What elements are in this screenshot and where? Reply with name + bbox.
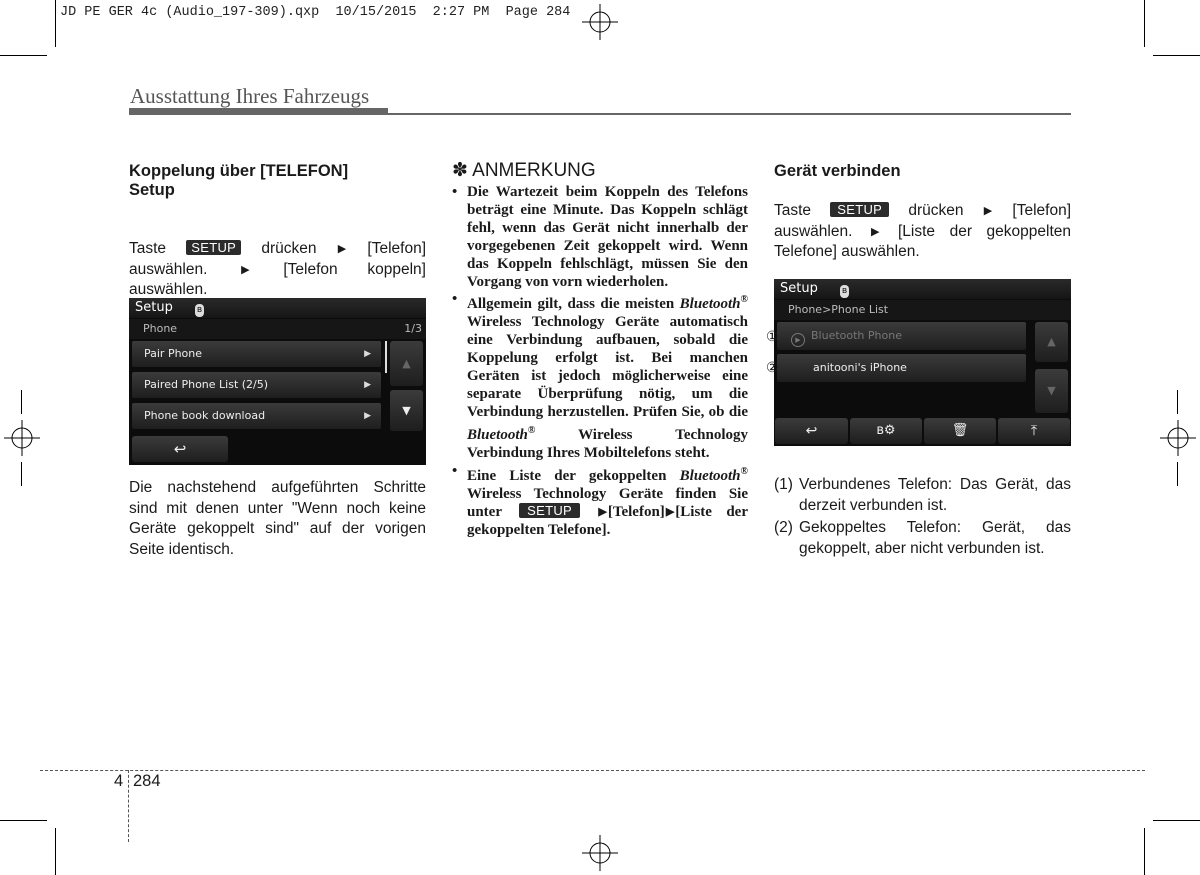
section-heading: Gerät verbinden bbox=[774, 162, 901, 180]
registered-mark: ® bbox=[740, 465, 748, 477]
callout-marker-1: ① bbox=[766, 328, 779, 344]
arrow-right-icon: ▶ bbox=[364, 380, 371, 390]
crop-mark bbox=[0, 55, 47, 56]
bluetooth-icon: ʙ bbox=[196, 305, 203, 315]
triangle-down-icon: ▼ bbox=[402, 404, 411, 417]
triangle-down-icon: ▼ bbox=[1047, 384, 1056, 397]
menu-item-label: Pair Phone bbox=[144, 347, 203, 360]
note-bullet-text bbox=[467, 291, 748, 462]
instruction-fragment: [Telefon] bbox=[1012, 202, 1072, 219]
crop-mark bbox=[1144, 828, 1145, 875]
arrow-right-icon: ▶ bbox=[364, 411, 371, 421]
instruction-fragment: auswählen. bbox=[129, 281, 208, 298]
crop-mark bbox=[21, 390, 22, 414]
legend-list bbox=[774, 475, 1071, 561]
back-arrow-icon: ↩ bbox=[173, 440, 187, 458]
screen-subtitle: Phone bbox=[143, 322, 178, 335]
instruction-fragment: [Liste der gekoppelten Telefone] auswählen. bbox=[774, 222, 1071, 260]
callout-marker-2: ② bbox=[766, 359, 779, 375]
registered-mark: ® bbox=[740, 294, 749, 306]
note-heading: ✽ ANMERKUNG bbox=[452, 160, 596, 181]
list-number: (2) bbox=[774, 519, 793, 536]
move-top-button[interactable] bbox=[998, 418, 1070, 444]
crop-mark bbox=[1144, 0, 1145, 47]
registered-mark: ® bbox=[527, 424, 536, 436]
screen-title: Setup bbox=[135, 300, 173, 315]
chapter-number: 4 bbox=[114, 772, 124, 790]
triangle-up-icon: ▲ bbox=[1047, 335, 1056, 348]
instruction-fragment: auswählen. bbox=[129, 260, 208, 278]
arrow-right-icon: ▶ bbox=[598, 506, 607, 519]
crop-mark bbox=[1153, 55, 1200, 56]
menu-item-label: Paired Phone List (2/5) bbox=[144, 378, 269, 391]
back-button[interactable] bbox=[132, 436, 228, 462]
crop-mark bbox=[55, 0, 56, 47]
delete-button[interactable] bbox=[924, 418, 996, 444]
list-item bbox=[774, 475, 1071, 516]
chapter-rule bbox=[129, 108, 388, 115]
arrow-right-icon: ▶ bbox=[337, 243, 347, 255]
scroll-down-button[interactable] bbox=[1035, 369, 1068, 413]
arrow-right-icon: ▶ bbox=[665, 506, 675, 519]
right-column bbox=[766, 160, 1072, 557]
bullet-dot: • bbox=[452, 291, 458, 308]
phone-list-item-connected[interactable] bbox=[777, 322, 1026, 350]
instruction-fragment: [Telefon] bbox=[367, 240, 427, 257]
crop-mark bbox=[21, 462, 22, 486]
phone-list-item-paired[interactable] bbox=[777, 354, 1026, 382]
page-number: 284 bbox=[133, 772, 161, 790]
text-fragment: Wireless Technology Verbindung Ihres Mobiltelefons steht. bbox=[467, 426, 749, 461]
phone-setup-screen bbox=[129, 298, 426, 465]
back-arrow-icon: ↩ bbox=[805, 423, 818, 439]
list-text: Gekoppeltes Telefon: Gerät, das gekoppelt, aber nicht verbunden ist. bbox=[799, 519, 1071, 557]
play-icon: ▶ bbox=[791, 333, 805, 347]
text-fragment: [Liste der gekoppelten Telefone]. bbox=[467, 504, 748, 539]
note-bullet bbox=[452, 291, 748, 462]
setup-button-badge: SETUP bbox=[186, 240, 241, 255]
section-heading: Koppelung über [TELEFON] Setup bbox=[129, 162, 349, 199]
list-text: Verbundenes Telefon: Das Gerät, das derzeit verbunden ist. bbox=[799, 476, 1071, 514]
bullet-dot: • bbox=[452, 184, 458, 200]
print-header: JD PE GER 4c (Audio_197-309).qxp 10/15/2015 2:27 PM Page 284 bbox=[60, 5, 571, 20]
instruction-fragment: auswählen. bbox=[774, 222, 853, 240]
note-bullet-text: Die Wartezeit beim Koppeln des Telefons beträgt eine Minute. Das Koppeln schlägt fehl, wenn das Gerät nicht innerhalb der vorgegebenen Zeit gekoppelt wird. Wenn das Koppeln fehlschlägt, müssen Sie den Vorgang von vorn wiederholen. bbox=[467, 184, 748, 290]
text-fragment: Allgemein gilt, dass die meisten bbox=[467, 296, 675, 313]
screen-subtitle: Phone>Phone List bbox=[788, 303, 889, 316]
screen-title-bar bbox=[774, 279, 1071, 299]
note-bullet bbox=[452, 184, 748, 291]
registration-mark-icon bbox=[1158, 418, 1198, 458]
registration-mark-icon bbox=[580, 2, 620, 42]
setup-button-badge: SETUP bbox=[830, 202, 889, 217]
note-body bbox=[452, 184, 748, 540]
phone-name: Bluetooth Phone bbox=[811, 329, 902, 342]
phone-list-screen bbox=[774, 279, 1071, 446]
list-number: (1) bbox=[774, 476, 793, 493]
text-fragment: [Telefon] bbox=[607, 504, 665, 521]
instruction-fragment: Taste bbox=[774, 202, 812, 219]
bluetooth-term: Bluetooth bbox=[467, 426, 528, 443]
bluetooth-term: Bluetooth bbox=[679, 467, 741, 484]
footer-rule bbox=[40, 770, 1145, 771]
left-column bbox=[129, 160, 427, 558]
paragraph: Die nachstehend aufgeführten Schritte sind mit denen unter "Wenn noch keine Geräte gekoppelt sind" auf der vorigen Seite identisch. bbox=[129, 479, 426, 558]
bullet-dot: • bbox=[452, 462, 458, 479]
instruction-fragment: Taste bbox=[129, 240, 167, 257]
bluetooth-icon: ʙ bbox=[841, 286, 848, 296]
scroll-up-button[interactable] bbox=[390, 341, 423, 386]
crop-mark bbox=[0, 820, 47, 821]
menu-item-paired-list[interactable] bbox=[132, 372, 381, 398]
crop-mark bbox=[1153, 820, 1200, 821]
instruction-text bbox=[774, 201, 1071, 263]
page-indicator: 1/3 bbox=[404, 322, 422, 335]
text-fragment: Eine Liste der gekoppelten bbox=[467, 467, 667, 484]
bluetooth-term: Bluetooth bbox=[679, 296, 741, 313]
menu-item-phonebook-download[interactable] bbox=[132, 403, 381, 429]
text-fragment: Wireless Technology Geräte automatisch eine Verbindung aufbauen, sobald die Koppelung erfolgt ist. Bei manchen Geräten ist jedoch möglicherweise eine separate Überprüfung nötig, um die Verbindung herzustellen. Prüfen Sie, ob die bbox=[467, 314, 748, 420]
scroll-up-button[interactable] bbox=[1035, 322, 1068, 362]
screen-title-bar bbox=[129, 298, 426, 318]
crop-mark bbox=[1177, 462, 1178, 486]
menu-item-label: Phone book download bbox=[144, 409, 266, 422]
crop-mark bbox=[1177, 390, 1178, 414]
scrollbar-thumb[interactable] bbox=[385, 341, 387, 373]
registration-mark-icon bbox=[2, 418, 42, 458]
text-fragment: Wireless Technology Geräte finden Sie unter bbox=[467, 485, 748, 521]
scroll-down-button[interactable] bbox=[390, 390, 423, 431]
screen-subtitle-bar bbox=[774, 300, 1071, 320]
instruction-fragment: drücken bbox=[908, 202, 964, 219]
bluetooth-settings-button[interactable] bbox=[850, 418, 922, 444]
phone-name: anitooni's iPhone bbox=[813, 361, 907, 374]
note-bullet bbox=[452, 463, 748, 541]
arrow-right-icon: ▶ bbox=[364, 349, 371, 359]
chapter-title: Ausstattung Ihres Fahrzeugs bbox=[130, 84, 370, 108]
instruction-text bbox=[129, 239, 426, 301]
arrow-right-icon: ▶ bbox=[983, 205, 993, 217]
menu-item-pair-phone[interactable] bbox=[132, 341, 381, 367]
screen-subtitle-bar bbox=[129, 319, 426, 339]
arrow-right-icon: ▶ bbox=[241, 263, 250, 276]
back-button[interactable] bbox=[775, 418, 848, 444]
note-bullet-text bbox=[467, 463, 748, 541]
trash-icon: 🗑 bbox=[951, 423, 969, 438]
middle-column bbox=[452, 160, 748, 540]
bluetooth-settings-icon: ʙ⚙ bbox=[876, 423, 896, 438]
crop-mark bbox=[55, 828, 56, 875]
arrow-right-icon: ▶ bbox=[870, 225, 880, 238]
chapter-rule bbox=[388, 113, 1071, 115]
instruction-fragment: [Telefon koppeln] bbox=[283, 260, 426, 278]
move-top-icon: ⤒ bbox=[1030, 423, 1038, 439]
footer-rule bbox=[128, 770, 129, 842]
triangle-up-icon: ▲ bbox=[402, 357, 411, 370]
registration-mark-icon bbox=[580, 833, 620, 873]
setup-button-badge: SETUP bbox=[519, 503, 580, 518]
instruction-fragment: drücken bbox=[261, 240, 317, 257]
list-item bbox=[774, 518, 1071, 559]
screen-title: Setup bbox=[780, 281, 818, 296]
